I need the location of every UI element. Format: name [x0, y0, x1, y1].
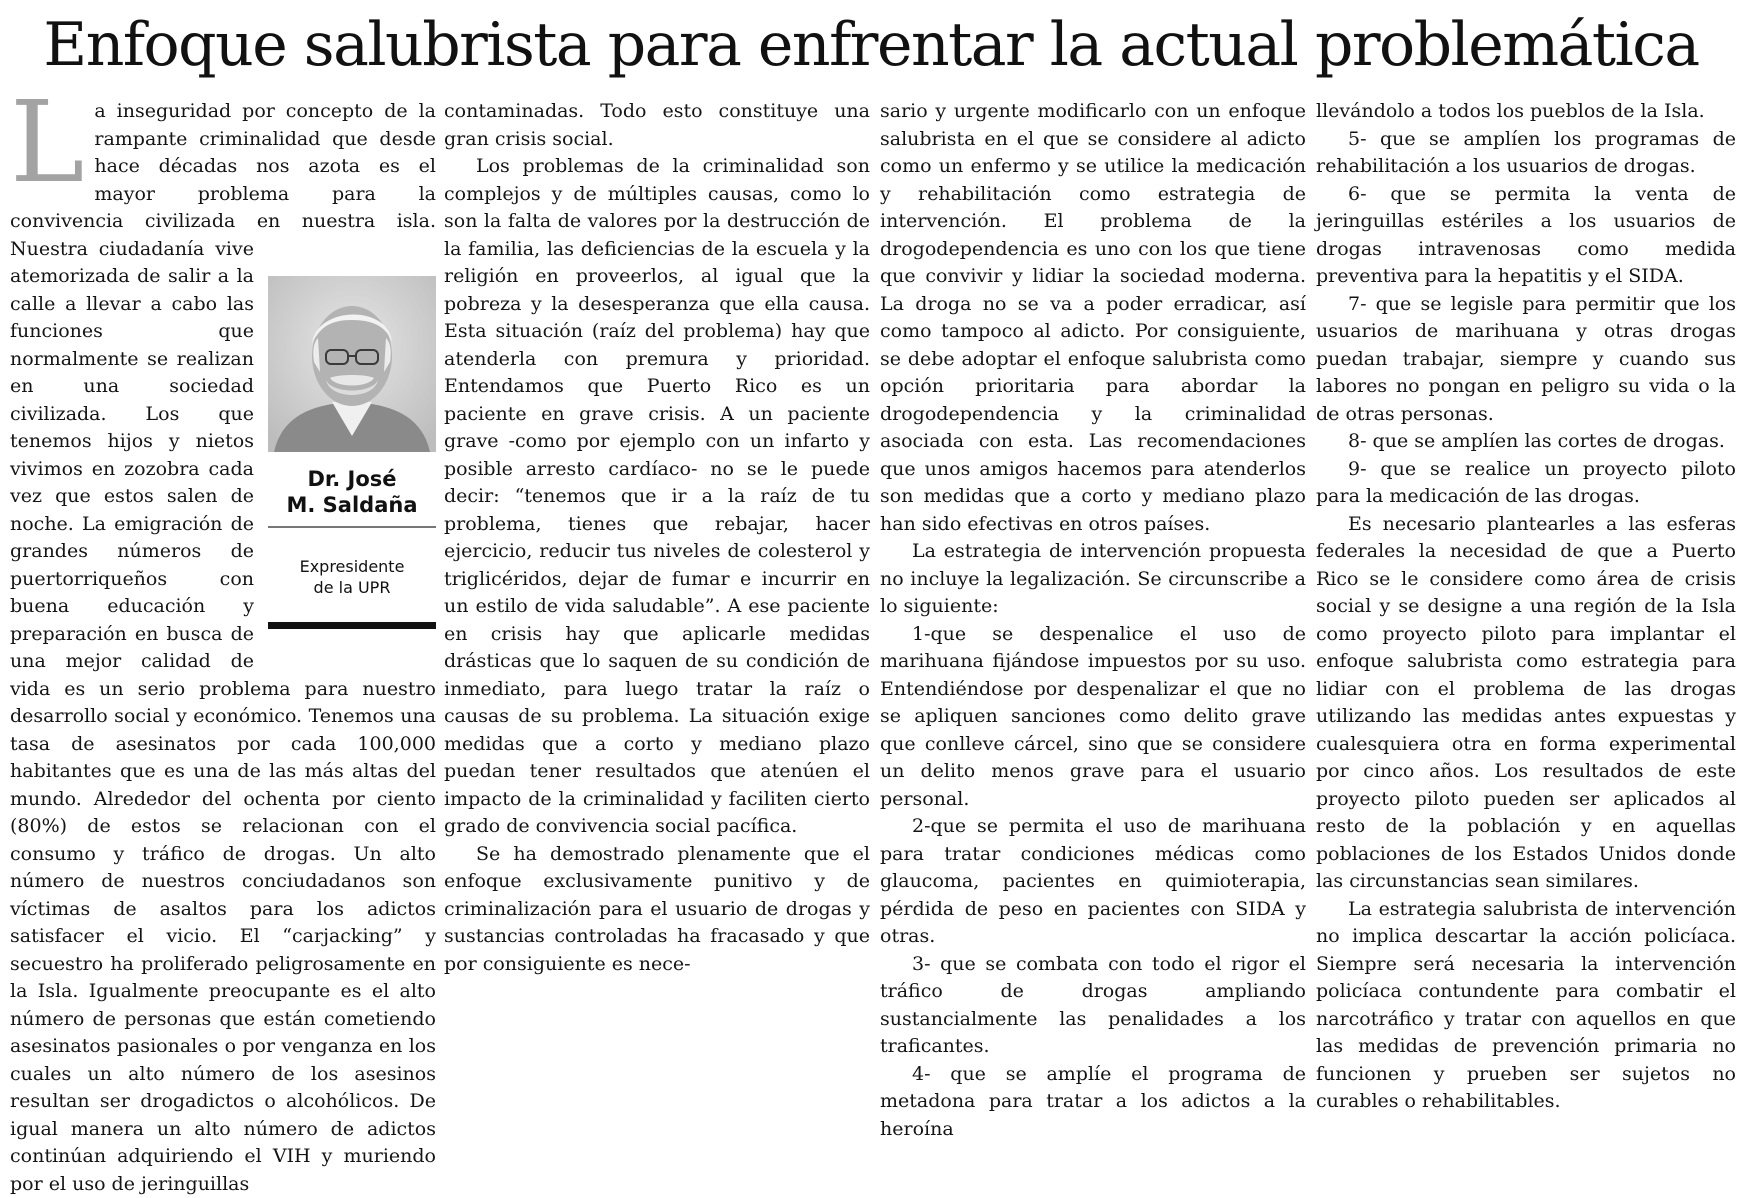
article-paragraph-5: Es necesario plantearles a las esferas federales la necesidad de que a Puerto Rico se le considere como área de crisis social y se designe a una región de la Isla como proyecto piloto para implantar el enfoque salubrista como estrategia para lidiar con el problema de las drogas utilizando las medidas antes expuestas y cualesquiera otra en forma experimental por cinco años. Los resultados de este proyecto piloto pueden ser aplicados al resto de la población y en aquellas poblaciones de los Estados Unidos donde las circunstancias sean similares. [1316, 512, 1736, 892]
article-paragraph-1-continued: contaminadas. Todo esto constituye una gran crisis social. [444, 100, 870, 150]
author-rule-top [268, 526, 436, 528]
drop-cap: L [10, 78, 85, 208]
recommendation-6: 6- que se permita la venta de jeringuillas estériles a los usuarios de drogas intravenosas como medida preventiva para la hepatitis y el SIDA. [1316, 182, 1736, 287]
article-paragraph-1: a inseguridad por concepto de la rampante criminalidad que desde hace décadas nos azota es el mayor problema para la convivencia civilizada en nuestra isla. Nuestra ciudadanía vive atemorizada de salir a la calle a llevar a cabo las funciones que normalmente se realizan en una sociedad civilizada. Los que tenemos hijos y nietos vivimos en zozobra cada vez que estos salen de noche. La emigración de grandes números de puertorriqueños con buena educación y preparación en busca de una mejor calidad de vida es un serio problema para nuestro desarrollo social y económico. Tenemos una tasa de asesinatos por cada 100,000 habitantes que es una de las más altas del mundo. Alrededor del ochenta por ciento (80%) de estos se relacionan con el consumo y tráfico de drogas. Un alto número de nuestros conciudadanos son víctimas de asaltos para los adictos satisfacer el vicio. El “carjacking” y secuestro ha proliferado peligrosamente en la Isla. Igualmente preocupante es el alto número de personas que están cometiendo asesinatos pasionales o por venganza en los cuales un alto número de los asesinos resultan ser drogadictos o alcohólicos. De igual manera un alto número de adictos continúan adquiriendo el VIH y muriendo por el uso de jeringuillas [10, 100, 436, 1195]
article-headline: Enfoque salubrista para enfrentar la actual problemática [43, 10, 1699, 80]
article-paragraph-6: La estrategia salubrista de intervención no implica descartar la acción policíaca. Siempre será necesaria la intervención policíaca contundente para combatir el narcotráfico y tratar con aquellos en que las medidas de prevención primaria no funcionen y prueben ser sujetos no curables o rehabilitables. [1316, 897, 1736, 1112]
recommendation-4-continued: llevándolo a todos los pueblos de la Isla. [1316, 100, 1705, 122]
article-paragraph-4: La estrategia de intervención propuesta no incluye la legalización. Se circunscribe a lo siguiente: [880, 540, 1306, 617]
author-portrait-icon [268, 276, 436, 452]
article-column-2 [444, 98, 870, 1128]
author-rule-bottom [268, 622, 436, 629]
recommendation-8: 8- que se amplíen las cortes de drogas. [1348, 430, 1725, 452]
recommendation-5: 5- que se amplíen los programas de rehabilitación a los usuarios de drogas. [1316, 127, 1736, 177]
author-role: Expresidente de la UPR [299, 557, 405, 597]
recommendation-3: 3- que se combata con todo el rigor el tráfico de drogas ampliando sustancialmente las penalidades a los traficantes. [880, 952, 1306, 1057]
recommendation-7: 7- que se legisle para permitir que los usuarios de marihuana y otras drogas puedan trabajar, siempre y cuando sus labores no pongan en peligro su vida o la de otras personas. [1316, 292, 1736, 425]
author-box [268, 262, 436, 658]
recommendation-1: 1-que se despenalice el uso de marihuana fijándose impuestos por su uso. Entendiéndose por despenalizar el que no se apliquen sanciones como delito grave que conlleve cárcel, sino que se considere un delito menos grave para el usuario personal. [880, 622, 1306, 810]
article-column-4 [1316, 98, 1736, 1128]
recommendation-9: 9- que se realice un proyecto piloto para la medicación de las drogas. [1316, 457, 1736, 507]
recommendation-4: 4- que se amplíe el programa de metadona para tratar a los adictos a la heroína [880, 1062, 1306, 1140]
article-paragraph-3-continued: sario y urgente modificarlo con un enfoque salubrista en el que se considere al adicto como un enfermo y se utilice la medicación y rehabilitación como estrategia de intervención. El problema de la drogodependencia es uno con los que tiene que convivir y lidiar la sociedad moderna. La droga no se va a poder erradicar, así como tampoco al adicto. Por consiguiente, se debe adoptar el enfoque salubrista como opción prioritaria para abordar la drogodependencia y la criminalidad asociada con esta. Las recomendaciones que unos amigos hacemos para atenderlos son medidas que a corto y mediano plazo han sido efectivas en otros países. [880, 100, 1306, 535]
article-paragraph-3: Se ha demostrado plenamente que el enfoque exclusivamente punitivo y de criminalización para el usuario de drogas y sustancias controladas ha fracasado y que por consiguiente es nece- [444, 842, 870, 975]
article-column-1 [10, 78, 436, 1195]
article-paragraph-2: Los problemas de la criminalidad son complejos y de múltiples causas, como lo son la falta de valores por la destrucción de la familia, las deficiencias de la escuela y la religión en proveerlos, al igual que la pobreza y la desesperanza que ella causa. Esta situación (raíz del problema) hay que atenderla con premura y prioridad. Entendamos que Puerto Rico es un paciente en grave crisis. A un paciente grave -como por ejemplo con un infarto y posible arresto cardíaco- no se le puede decir: “tenemos que ir a la raíz de tu problema, tienes que rebajar, hacer ejercicio, reducir tus niveles de colesterol y triglicéridos, dejar de fumar e incurrir en un estilo de vida saludable”. A ese paciente en crisis hay que aplicarle medidas drásticas que lo saquen de su condición de inmediato, para luego tratar la raíz o causas de su problema. La situación exige medidas que a corto y mediano plazo puedan tener resultados que atenúen el impacto de la criminalidad y faciliten cierto grado de convivencia social pacífica. [444, 155, 870, 837]
author-name: Dr. José M. Saldaña [286, 467, 418, 517]
recommendation-2: 2-que se permita el uso de marihuana para tratar condiciones médicas como glaucoma, pacientes en quimioterapia, pérdida de peso en pacientes con SIDA y otras. [880, 815, 1306, 947]
article-column-3 [880, 98, 1306, 1140]
